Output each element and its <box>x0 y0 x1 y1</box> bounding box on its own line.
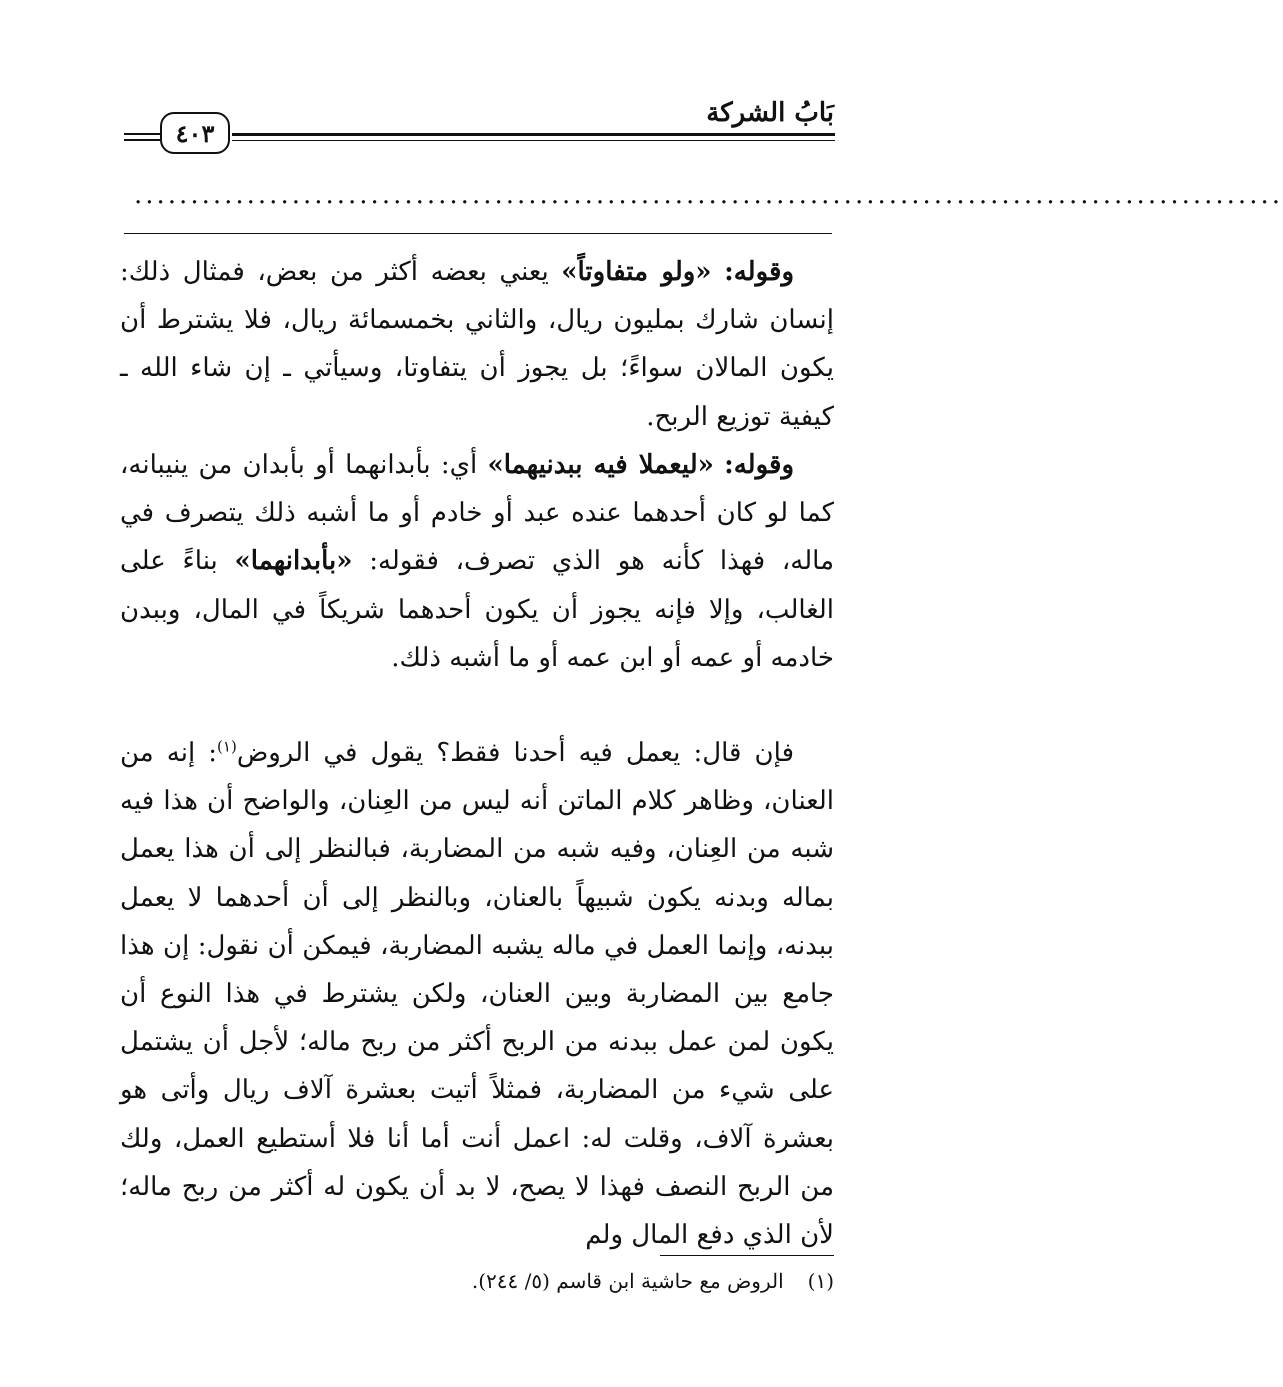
section-divider <box>124 233 832 234</box>
quoted-phrase: «ولو متفاوتاً» <box>561 257 712 287</box>
quoted-phrase: «ليعملا فيه ببدنيهما» <box>487 450 714 480</box>
chapter-title: بَابُ الشركة <box>706 98 834 128</box>
header-rule <box>232 133 835 136</box>
paragraph-text: أي: بأبدانهما أو بأبدان من ينيبانه، كما لو كان أحدهما عنده عبد أو خادم أو ما أشبه ذلك يتصرف في ماله، فهذا كأنه هو الذي تصرف، فقوله: <box>120 450 834 577</box>
footnote-divider <box>660 1255 834 1256</box>
header-rule <box>124 133 160 135</box>
dot-leader: ...................................................................................................... <box>134 180 1283 210</box>
paragraph-text: : إنه من العنان، وظاهر كلام الماتن أنه ليس من العِنان، والواضح أن هذا فيه شبه من العِنان، وفيه شبه من المضاربة، فبالنظر إلى أن هذا يعمل بماله وبدنه يكون شبيهاً بالعنان، وبالنظر إلى أن أحدهما لا يعمل ببدنه، وإنما العمل في ماله يشبه المضاربة، فيمكن أن نقول: إن هذا جامع بين المضاربة وبين العنان، ولكن يشترط في هذا النوع أن يكون لمن عمل ببدنه من الربح أكثر من ربح ماله؛ لأجل أن يشتمل على شيء من المضاربة، فمثلاً أتيت بعشرة آلاف ريال وأتى هو بعشرة آلاف، وقلت له: اعمل أنت أما أنا فلا أستطيع العمل، ولك من الربح النصف فهذا لا يصح، لا بد أن يكون له أكثر من ربح ماله؛ لأن الذي دفع المال ولم <box>120 738 834 1251</box>
keyword: وقوله: <box>724 450 795 480</box>
footnote-reference[interactable]: (١) <box>217 737 237 756</box>
paragraph-text: يعني بعضه أكثر من بعض، فمثال ذلك: إنسان شارك بمليون ريال، والثاني بخمسمائة ريال، فلا يشترط أن يكون المالان سواءً؛ بل يجوز أن يتفاوتا، وسيأتي ـ إن شاء الله ـ كيفية توزيع الربح. <box>120 257 834 432</box>
paragraph <box>120 441 834 682</box>
page-number-text: ٤٠٣ <box>175 118 215 148</box>
page-number <box>160 112 230 154</box>
paragraph <box>120 729 834 1259</box>
paragraph-text: بناءً على الغالب، وإلا فإنه يجوز أن يكون أحدهما شريكاً في المال، وببدن خادمه أو عمه أو ابن عمه أو ما أشبه ذلك. <box>120 546 834 673</box>
header-rule <box>124 139 160 141</box>
quoted-phrase: «بأبدانهما» <box>234 546 353 577</box>
footnote-text: الروض مع حاشية ابن قاسم (٥/ ٢٤٤). <box>471 1269 784 1293</box>
paragraph-text: فإن قال: يعمل فيه أحدنا فقط؟ يقول في الروض <box>236 738 794 768</box>
header-rule <box>232 140 835 141</box>
paragraph <box>120 248 834 441</box>
footnote-marker: (١) <box>807 1269 834 1293</box>
keyword: وقوله: <box>724 257 794 287</box>
footnote <box>472 1266 834 1296</box>
